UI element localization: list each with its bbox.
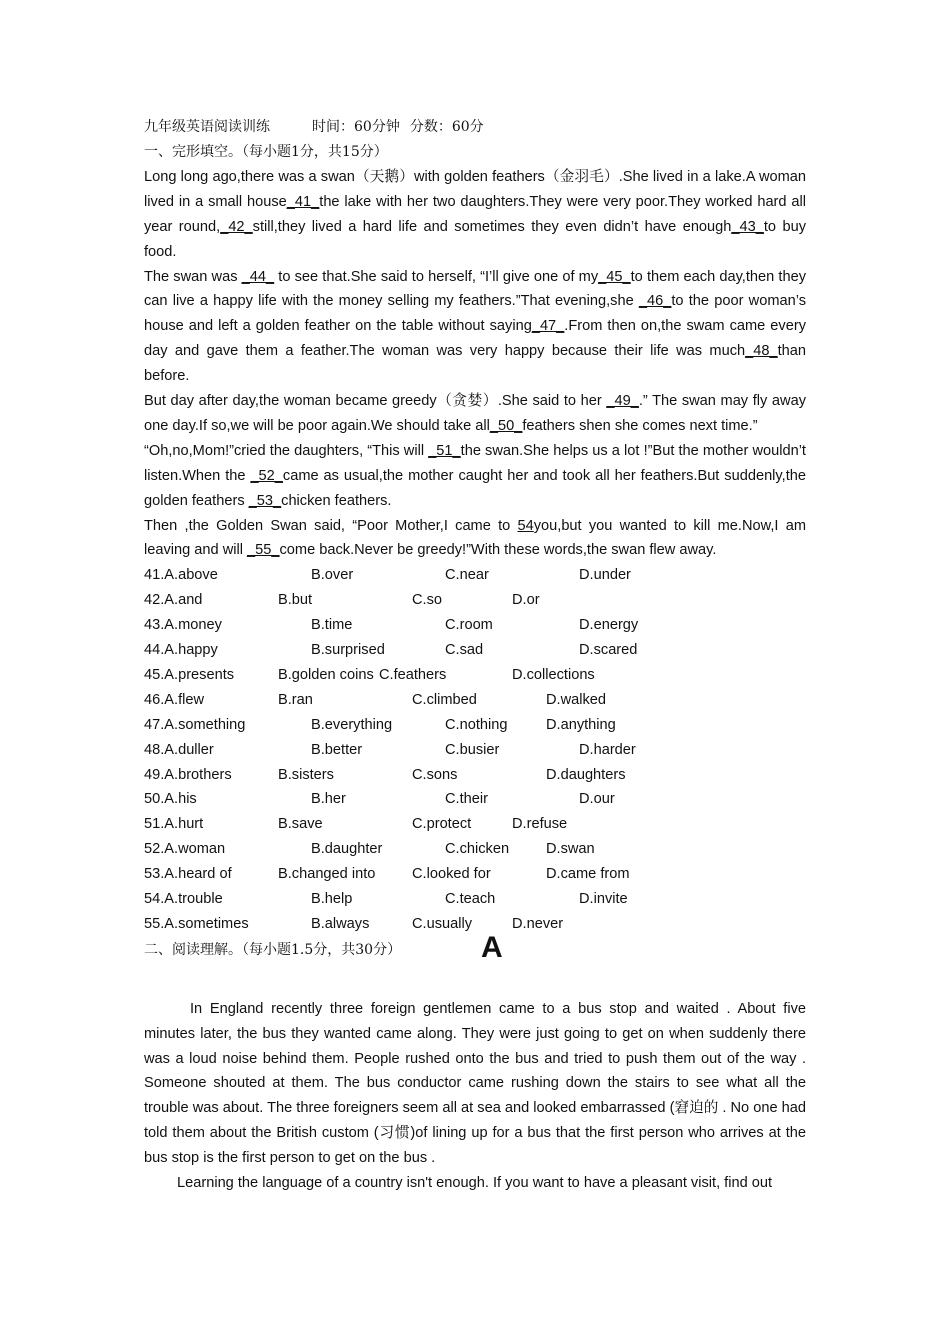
passage-a-paragraph-1: In England recently three foreign gentlemen came to a bus stop and waited . About five minutes later, the bus they wanted came along. They were just going to get on when suddenly there was a loud noise behind them. People rushed onto the bus and tried to push them out of the way . Someone shouted at them. The bus conductor came rushing down the stairs to see what all the trouble was about. The three foreigners seem all at sea and looked embarrassed (窘迫的 . No one had told them about the British custom (习惯)of lining up for a bus that the first person who arrives at the bus stop is the first person to get on the bus . — [144, 1000, 806, 1167]
cloze-paragraph-2: The swan was _44_ to see that.She said to herself, “I’ll give one of my_45_to them each day,then they can live a happy life with the money selling my feathers.”That evening,she _46_to the poor woman’s house and left a golden feather on the table without saying_47_.From then on,the swam came every day and gave them a feather.The woman was very happy because their life was much_48_than before. — [144, 268, 806, 385]
cloze-paragraph-5: Then ,the Golden Swan said, “Poor Mother,I came to 54you,but you wanted to kill me.Now,I am leaving and will _55_come back.Never be greedy!”With these words,the swan flew away. — [144, 517, 806, 559]
blank-50: _50_ — [489, 417, 523, 434]
blank-54: 54 — [517, 517, 534, 534]
blank-43: _43_ — [731, 218, 764, 235]
passage-label: A — [481, 930, 503, 964]
passage-a-paragraph-2: Learning the language of a country isn't enough. If you want to have a pleasant visit, find out — [177, 1175, 773, 1192]
option-row-52: 52.A.woman B.daughter C.chicken D.swan — [144, 841, 595, 858]
cloze-paragraph-3: But day after day,the woman became greedy（贪婪）.She said to her _49_.” The swan may fly away one day.If so,we will be poor again.We should take all_50_feathers shen she comes next time.” — [144, 393, 806, 434]
blank-47: _47_ — [531, 318, 565, 335]
blank-46: _46_ — [638, 293, 672, 310]
option-row-47: 47.A.something B.everything C.nothing D.anything — [144, 716, 616, 733]
blank-41: _41_ — [286, 193, 320, 210]
worksheet-header — [144, 114, 806, 140]
cloze-paragraph-4: “Oh,no,Mom!”cried the daughters, “This will _51_the swan.She helps us a lot !”But the mother wouldn’t listen.When the _52_came as usual,the mother caught her and took all her feathers.But suddenly,the golden feathers _53_chicken feathers. — [144, 442, 806, 509]
blank-52: _52_ — [250, 467, 283, 484]
blank-45: _45_ — [598, 268, 631, 285]
blank-48: _48_ — [745, 343, 778, 360]
time-limit: 时间：60分钟 — [312, 119, 400, 135]
total-score: 分数：60分 — [409, 119, 484, 135]
option-row-48: 48.A.duller B.better C.busier D.harder — [144, 741, 636, 758]
worksheet-title: 九年级英语阅读训练 — [144, 119, 270, 135]
option-row-45: 45.A.presents B.golden coins C.feathers D.collections — [144, 666, 595, 683]
option-row-49: 49.A.brothers B.sisters C.sons D.daughters — [144, 766, 626, 783]
option-row-51: 51.A.hurt B.save C.protect D.refuse — [144, 816, 568, 833]
option-row-42: 42.A.and B.but C.so D.or — [144, 592, 540, 609]
option-row-43: 43.A.money B.time C.room D.energy — [144, 617, 639, 634]
blank-55: _55_ — [247, 542, 280, 559]
blank-49: _49_ — [606, 393, 639, 410]
blank-44: _44_ — [241, 268, 275, 285]
options-list — [144, 563, 806, 936]
option-row-44: 44.A.happy B.surprised C.sad D.scared — [144, 642, 638, 659]
option-row-46: 46.A.flew B.ran C.climbed D.walked — [144, 691, 607, 708]
option-row-50: 50.A.his B.her C.their D.our — [144, 791, 615, 808]
option-row-54: 54.A.trouble B.help C.teach D.invite — [144, 890, 628, 907]
cloze-paragraph-1: Long long ago,there was a swan（天鹅）with golden feathers（金羽毛）.She lived in a lake.A woman lived in a small house_41_the lake with her two daughters.They were very poor.They worked hard all year round,_42_still,they lived a hard life and sometimes they even didn’t have enough_43_to buy food. — [144, 168, 807, 260]
option-row-41: 41.A.above B.over C.near D.under — [144, 567, 631, 584]
blank-53: _53_ — [248, 492, 282, 509]
blank-51: _51_ — [428, 442, 461, 459]
section2-heading-row — [144, 930, 806, 964]
section1-heading: 一、完形填空。（每小题1分，共15分） — [144, 144, 388, 160]
section2-heading: 二、阅读理解。（每小题1.5分，共30分） — [144, 941, 402, 958]
blank-42: _42_ — [220, 218, 253, 235]
option-row-55: 55.A.sometimes B.always C.usually D.never — [144, 915, 564, 932]
worksheet-page — [144, 114, 806, 1196]
option-row-53: 53.A.heard of B.changed into C.looked for D.came from — [144, 866, 630, 883]
